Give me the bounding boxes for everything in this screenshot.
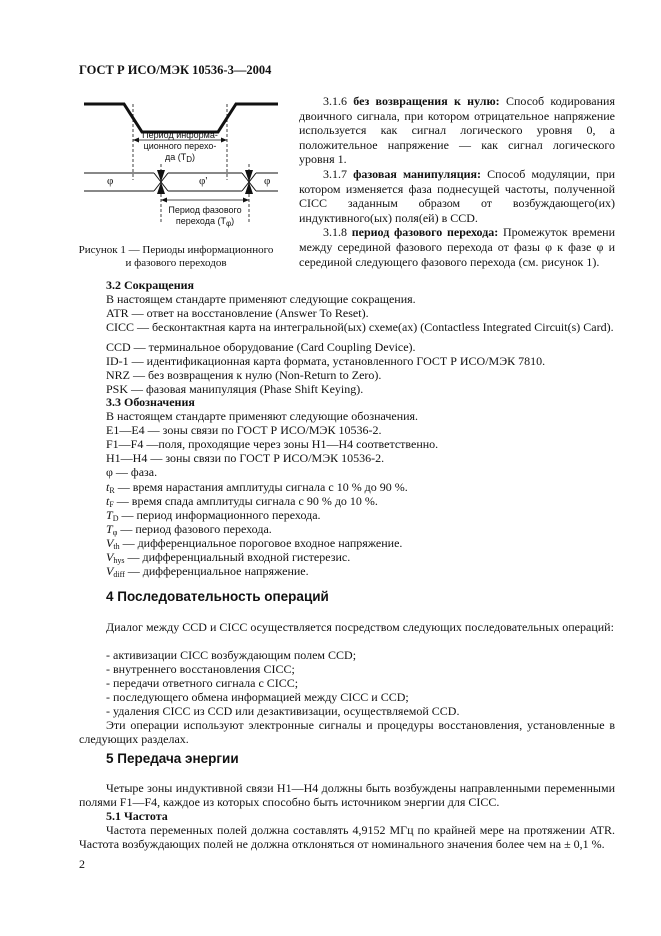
section-5-1-text: Частота переменных полей должна составлять 4,9152 МГц по крайней мере на протяжении ATR. Частота возбуждающих полей не должна отклоняться от номинального значения более чем на ± 0,1 %. xyxy=(79,823,615,851)
abbrev-id1: ID-1 — идентификационная карта формата, установленного ГОСТ Р ИСО/МЭК 7810. xyxy=(106,354,546,368)
symbol-f: F1—F4 —поля, проходящие через зоны H1—H4 соответственно. xyxy=(106,437,439,451)
phi-middle-label: φ' xyxy=(199,175,208,187)
document-header: ГОСТ Р ИСО/МЭК 10536-3—2004 xyxy=(79,63,272,77)
section-4-intro: Диалог между CCD и CICC осуществляется посредством следующих последовательных операций: xyxy=(106,620,614,634)
operation-item: - внутреннего восстановления CICC; xyxy=(106,662,295,676)
symbol-tphi: $T_\varphi$ — период фазового перехода. xyxy=(106,522,272,537)
page-number: 2 xyxy=(79,857,85,871)
definitions-column xyxy=(299,94,615,269)
section-5-title: 5 Передача энергии xyxy=(106,751,239,766)
symbol-td: $T_D$ — период информационного перехода. xyxy=(106,508,321,523)
definition-3-1-7: 3.1.7 фазовая манипуляция: Способ модуляции, при котором изменяется фаза поднесущей частоты, полученной CICC заданным образом от возбуждающего(их) индуктивного(ых) поля(ей) в CCD. xyxy=(299,166,616,225)
abbrev-atr: ATR — ответ на восстановление (Answer To Reset). xyxy=(106,306,369,320)
figure-caption: Рисунок 1 — Периоды информационного и фазового переходов xyxy=(78,244,274,269)
definition-3-1-6: 3.1.6 без возвращения к нулю: Способ кодирования двоичного сигнала, при котором отрицательное напряжение используется как сигнал логического уровня 0, а положительное напряжение — как сигнал логического уровня 1. xyxy=(299,94,616,167)
info-transition-label: Период информа- ционного перехо- да $(T_D)$ xyxy=(142,130,218,164)
abbreviations-intro: В настоящем стандарте применяют следующие сокращения. xyxy=(106,292,416,306)
section-5-intro: Четыре зоны индуктивной связи H1—H4 должны быть возбуждены направленными переменными полями F1—F4, каждое из которых способно быть источником энергии для CICC. xyxy=(79,781,615,809)
phase-transition-label: Период фазового перехода $(T_\varphi)$ xyxy=(168,205,242,228)
abbrev-psk: PSK — фазовая манипуляция (Phase Shift Keying). xyxy=(106,382,364,396)
section-5-1-title: 5.1 Частота xyxy=(106,809,168,823)
section-4-outro: Эти операции используют электронные сигналы и процедуры восстановления, установленные в следующих разделах. xyxy=(79,718,615,746)
abbrev-ccd: CCD — терминальное оборудование (Card Coupling Device). xyxy=(106,340,416,354)
operation-item: - активизации CICC возбуждающим полем CCD; xyxy=(106,648,357,662)
symbol-tf: $t_F$ — время спада амплитуды сигнала с 90 % до 10 %. xyxy=(106,494,378,509)
symbol-tr: $t_R$ — время нарастания амплитуды сигнала с 10 % до 90 %. xyxy=(106,480,408,495)
section-3-3-title: 3.3 Обозначения xyxy=(106,395,195,409)
symbol-e: E1—E4 — зоны связи по ГОСТ Р ИСО/МЭК 10536-2. xyxy=(106,423,382,437)
symbols-intro: В настоящем стандарте применяют следующие обозначения. xyxy=(106,409,419,423)
phi-right-label: φ xyxy=(264,175,271,187)
symbol-vdiff: $V_{diff}$ — дифференциальное напряжение. xyxy=(106,564,309,579)
abbrev-nrz: NRZ — без возвращения к нулю (Non-Return to Zero). xyxy=(106,368,382,382)
section-4-title: 4 Последовательность операций xyxy=(106,589,329,604)
section-3-2-title: 3.2 Сокращения xyxy=(106,278,195,292)
abbrev-cicc: CICC — бесконтактная карта на интегральной(ых) схеме(ах) (Contactless Integrated Circuit(s) Card). xyxy=(106,320,614,334)
figure-1 xyxy=(78,88,278,258)
symbol-phi: φ — фаза. xyxy=(106,465,158,479)
operation-item: - передачи ответного сигнала с CICC; xyxy=(106,676,299,690)
phi-left-label: φ xyxy=(107,175,114,187)
operation-item: - удаления CICC из CCD или дезактивизации, осуществляемой CCD. xyxy=(106,704,460,718)
symbol-vhys: $V_{hys}$ — дифференциальный входной гистерезис. xyxy=(106,550,351,565)
symbol-h: H1—H4 — зоны связи по ГОСТ Р ИСО/МЭК 10536-2. xyxy=(106,451,385,465)
operation-item: - последующего обмена информацией между CICC и CCD; xyxy=(106,690,409,704)
symbol-vth: $V_{th}$ — дифференциальное пороговое входное напряжение. xyxy=(106,536,403,551)
definition-3-1-8: 3.1.8 период фазового перехода: Промежуток времени между серединой фазового перехода от фазы φ к фазе φ и серединой следующего фазового перехода (см. рисунок 1). xyxy=(299,225,616,269)
